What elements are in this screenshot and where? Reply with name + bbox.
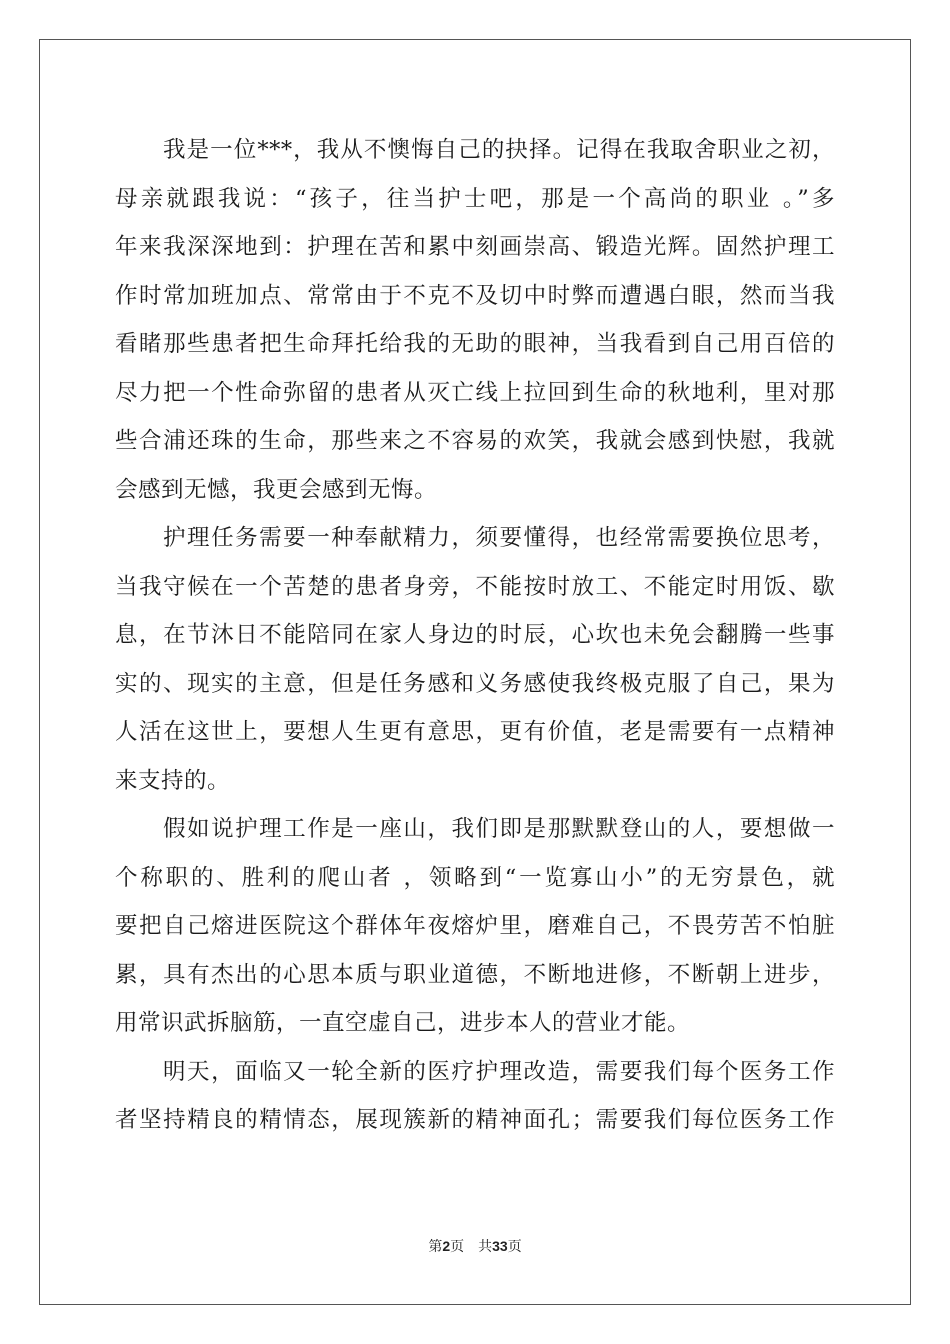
footer-suffix: 页	[507, 1239, 522, 1255]
text-line: 来支持的。	[115, 767, 231, 794]
document-body	[115, 126, 835, 1145]
footer-mid: 页 共	[450, 1239, 493, 1255]
text-line: 看睹那些患者把生命拜托给我的无助的眼神，当我看到自己用百倍的	[115, 331, 835, 357]
footer-total-pages: 33	[492, 1238, 508, 1254]
page-footer	[0, 1236, 950, 1256]
footer-page-number: 2	[442, 1238, 451, 1254]
text-line: 实的、现实的主意，但是任务感和义务感使我终极克服了自己，果为	[115, 670, 835, 697]
text-line: 用常识武拆脑筋，一直空虚自己，进步本人的营业才能。	[115, 1010, 691, 1036]
text-line: 当我守候在一个苦楚的患者身旁，不能按时放工、不能定时用饭、歇	[115, 573, 835, 600]
text-line: 尽力把一个性命弥留的患者从灭亡线上拉回到生命的秋地利，里对那	[115, 379, 835, 406]
text-line: 个称职的、胜利的爬山者 ，领略到“一览寡山小”的无穷景色，就	[115, 864, 835, 891]
text-line: 息，在节沐日不能陪同在家人身边的时辰，心坎也未免会翻腾一些事	[115, 622, 835, 648]
text-line: 会感到无憾，我更会感到无悔。	[115, 476, 438, 503]
footer-prefix: 第	[428, 1239, 443, 1255]
text-line: 我是一位***，我从不懊悔自己的抉择。记得在我取舍职业之初，	[163, 137, 835, 163]
text-line: 人活在这世上，要想人生更有意思，更有价值，老是需要有一点精神	[115, 719, 835, 745]
text-line: 者坚持精良的精情态，展现簇新的精神面孔；需要我们每位医务工作	[115, 1107, 835, 1133]
text-line: 明天，面临又一轮全新的医疗护理改造，需要我们每个医务工作	[163, 1058, 835, 1085]
text-line: 母亲就跟我说：“孩子，往当护士吧，那是一个高尚的职业 。”多	[115, 185, 835, 212]
text-line: 假如说护理工作是一座山，我们即是那默默登山的人，要想做一	[163, 816, 835, 842]
text-line: 年来我深深地到：护理在苦和累中刻画崇高、锻造光辉。固然护理工	[115, 234, 835, 260]
text-line: 作时常加班加点、常常由于不克不及切中时弊而遭遇白眼，然而当我	[115, 282, 835, 309]
text-line: 要把自己熔进医院这个群体年夜熔炉里，磨难自己，不畏劳苦不怕脏	[115, 913, 835, 939]
text-line: 些合浦还珠的生命，那些来之不容易的欢笑，我就会感到快慰，我就	[115, 428, 835, 454]
text-line: 护理任务需要一种奉献精力，须要懂得，也经常需要换位思考，	[163, 525, 835, 551]
text-line: 累，具有杰出的心思本质与职业道德，不断地进修，不断朝上进步，	[115, 961, 835, 988]
